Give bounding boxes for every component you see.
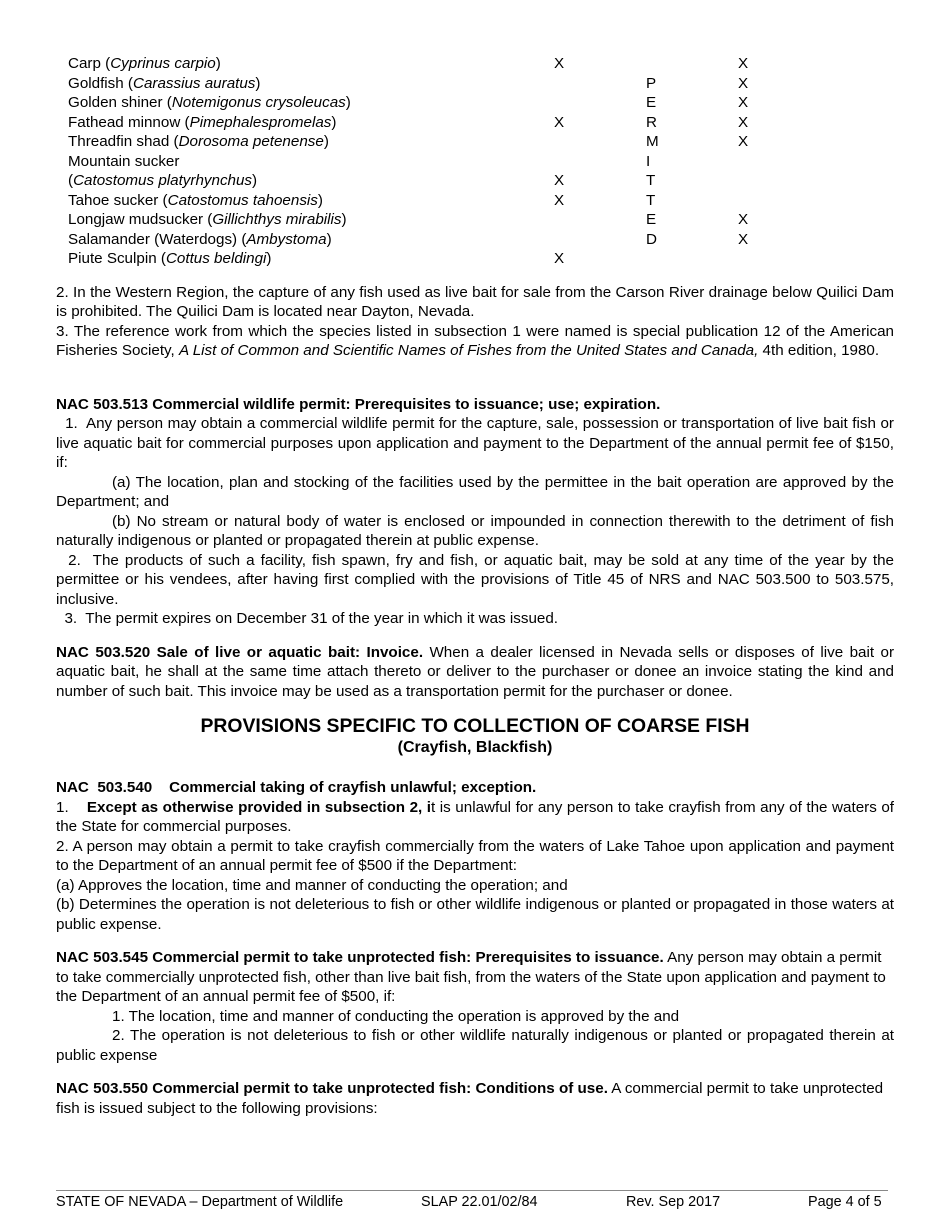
nac-540-sub2a: (a) Approves the location, time and manner of conducting the operation; and [56, 876, 568, 894]
fish-mark-c2 [646, 54, 738, 74]
footer-revision: Rev. Sep 2017 [626, 1194, 721, 1210]
nac-513-sub2: 2. The products of such a facility, fish spawn, fry and fish, or aquatic bait, may be sold at any time of the year by the permittee or his vendees, after having first complied with the provisions of Title 45 of NRS and NAC 503.500 to 503.575, inclusive. [56, 551, 899, 608]
fish-table-row [68, 74, 778, 94]
fish-mark-c3: X [738, 74, 749, 92]
nac-545-item2: 2. The operation is not deleterious to fish or other wildlife naturally indigenous or planted or propagated therein at public expense [56, 1027, 894, 1064]
paragraph-3: 3. The reference work from which the species listed in subsection 1 were named is special publication 12 of the American Fisheries Society, A List of Common and Scientific Names of Fishes from the United States and Canada, 4th edition, 1980. [56, 322, 894, 359]
fish-name: Golden shiner (Notemigonus crysoleucas) [68, 94, 351, 111]
fish-mark-c1: X [554, 250, 565, 267]
fish-mark-c1: X [554, 191, 565, 209]
fish-mark-c3 [738, 191, 778, 211]
fish-name: (Catostomus platyrhynchus) [68, 172, 258, 189]
nac-540-sub2: 2. A person may obtain a permit to take crayfish commercially from the waters of Lake Tahoe upon application and payment to the Department of an annual permit fee of $500 if the Department: [56, 837, 894, 874]
fish-mark-c1 [554, 132, 646, 152]
nac-520-section: NAC 503.520 Sale of live or aquatic bait: Invoice. When a dealer licensed in Nevada sells or disposes of live bait or aquatic bait, he shall at the same time attach thereto or deliver to the purchaser or donee an invoice stating the kind and number of such bait. This invoice may be used as a transportation permit for the purchaser or donee. [56, 643, 894, 700]
footer-code: SLAP 22.01/02/84 [421, 1194, 538, 1210]
nac-540-heading: NAC 503.540 Commercial taking of crayfish unlawful; exception. [56, 779, 537, 796]
fish-mark-c1 [554, 152, 646, 172]
fish-mark-c1 [554, 210, 646, 230]
fish-table-row [68, 249, 778, 269]
fish-mark-c1: X [554, 113, 565, 131]
nac-513-sub1a: (a) The location, plan and stocking of the facilities used by the permittee in the bait operation are approved by the Department; and [56, 473, 894, 510]
footer-page-number: Page 4 of 5 [808, 1194, 882, 1210]
fish-mark-c3: X [738, 94, 749, 111]
fish-table-row [68, 171, 778, 191]
fish-mark-c3 [738, 152, 778, 172]
fish-mark-c2: D [646, 230, 657, 248]
fish-mark-c3: X [738, 230, 749, 248]
fish-mark-c1 [554, 93, 646, 113]
fish-mark-c2 [646, 249, 738, 269]
nac-513-sub1: 1. Any person may obtain a commercial wildlife permit for the capture, sale, possession or transportation of live bait fish or live aquatic bait for commercial purposes upon application and payment to the Department of the annual permit fee of $150, if: [56, 415, 899, 471]
nac-550-section: NAC 503.550 Commercial permit to take unprotected fish: Conditions of use. A commercial permit to take unprotected fish is issued subject to the following provisions: [56, 1080, 884, 1117]
fish-table-row [68, 191, 778, 211]
fish-name: Carp (Cyprinus carpio) [68, 55, 221, 72]
footer-agency: STATE OF NEVADA – Department of Wildlife [56, 1194, 344, 1210]
fish-mark-c1 [554, 230, 646, 250]
fish-mark-c2: I [646, 152, 651, 170]
nac-513-sub3: 3. The permit expires on December 31 of the year in which it was issued. [56, 610, 559, 627]
nac-540-sub1: 1. Except as otherwise provided in subsection 2, it is unlawful for any person to take crayfish from any of the waters of the State for commercial purposes. [56, 798, 895, 835]
fish-mark-c2: E [646, 211, 657, 228]
fish-table-row [68, 210, 778, 230]
fish-table-row [68, 152, 778, 172]
fish-mark-c1: X [554, 172, 565, 189]
paragraph-2: 2. In the Western Region, the capture of any fish used as live bait for sale from the Carson River drainage below Quilici Dam is prohibited. The Quilici Dam is located near Dayton, Nevada. [56, 283, 894, 320]
fish-name: Tahoe sucker (Catostomus tahoensis) [68, 191, 323, 209]
fish-mark-c2: T [646, 172, 656, 189]
fish-mark-c2: R [646, 113, 657, 131]
nac-513-heading: NAC 503.513 Commercial wildlife permit: Prerequisites to issuance; use; expiration. [56, 395, 661, 413]
nac-540-sub2b: (b) Determines the operation is not deleterious to fish or other wildlife indigenous or planted or propagated in those waters at public expense. [56, 896, 894, 933]
fish-mark-c1: X [554, 55, 565, 72]
fish-name: Fathead minnow (Pimephalespromelas) [68, 113, 337, 131]
fish-table-row [68, 93, 778, 113]
fish-mark-c2: P [646, 74, 657, 92]
fish-mark-c3 [738, 249, 778, 269]
fish-table-row [68, 132, 778, 152]
fish-name: Salamander (Waterdogs) (Ambystoma) [68, 230, 332, 248]
fish-name: Goldfish (Carassius auratus) [68, 74, 261, 92]
fish-name: Longjaw mudsucker (Gillichthys mirabilis) [68, 211, 347, 228]
fish-mark-c3: X [738, 133, 749, 150]
fish-mark-c3: X [738, 55, 749, 72]
fish-name: Mountain sucker [68, 152, 180, 170]
nac-545-item1: 1. The location, time and manner of conducting the operation is approved by the and [112, 1007, 680, 1025]
nac-545-section: NAC 503.545 Commercial permit to take unprotected fish: Prerequisites to issuance. Any person may obtain a permit to take commercially unprotected fish, other than live bait fish, from the waters of the State upon application and payment to the Department of an annual permit fee of $500, if: [56, 949, 886, 1005]
fish-table-row [68, 54, 778, 74]
page-footer [56, 1190, 888, 1213]
fish-name: Piute Sculpin (Cottus beldingi) [68, 250, 272, 267]
section-subtitle: (Crayfish, Blackfish) [397, 739, 553, 756]
nac-513-sub1b: (b) No stream or natural body of water is enclosed or impounded in connection therewith to the detriment of fish naturally indigenous or planted or propagated therein at public expense. [56, 512, 894, 549]
fish-mark-c2: M [646, 133, 659, 150]
fish-name: Threadfin shad (Dorosoma petenense) [68, 133, 329, 150]
fish-mark-c2: T [646, 191, 656, 209]
fish-mark-c1 [554, 74, 646, 94]
document-page [56, 54, 899, 1118]
section-title: PROVISIONS SPECIFIC TO COLLECTION OF COARSE FISH [200, 715, 750, 737]
fish-mark-c2: E [646, 94, 657, 111]
fish-mark-c3: X [738, 113, 749, 131]
bait-fish-table [68, 54, 778, 269]
fish-table-row [68, 230, 778, 250]
fish-table-row [68, 113, 778, 133]
fish-mark-c3 [738, 171, 778, 191]
fish-mark-c3: X [738, 211, 749, 228]
